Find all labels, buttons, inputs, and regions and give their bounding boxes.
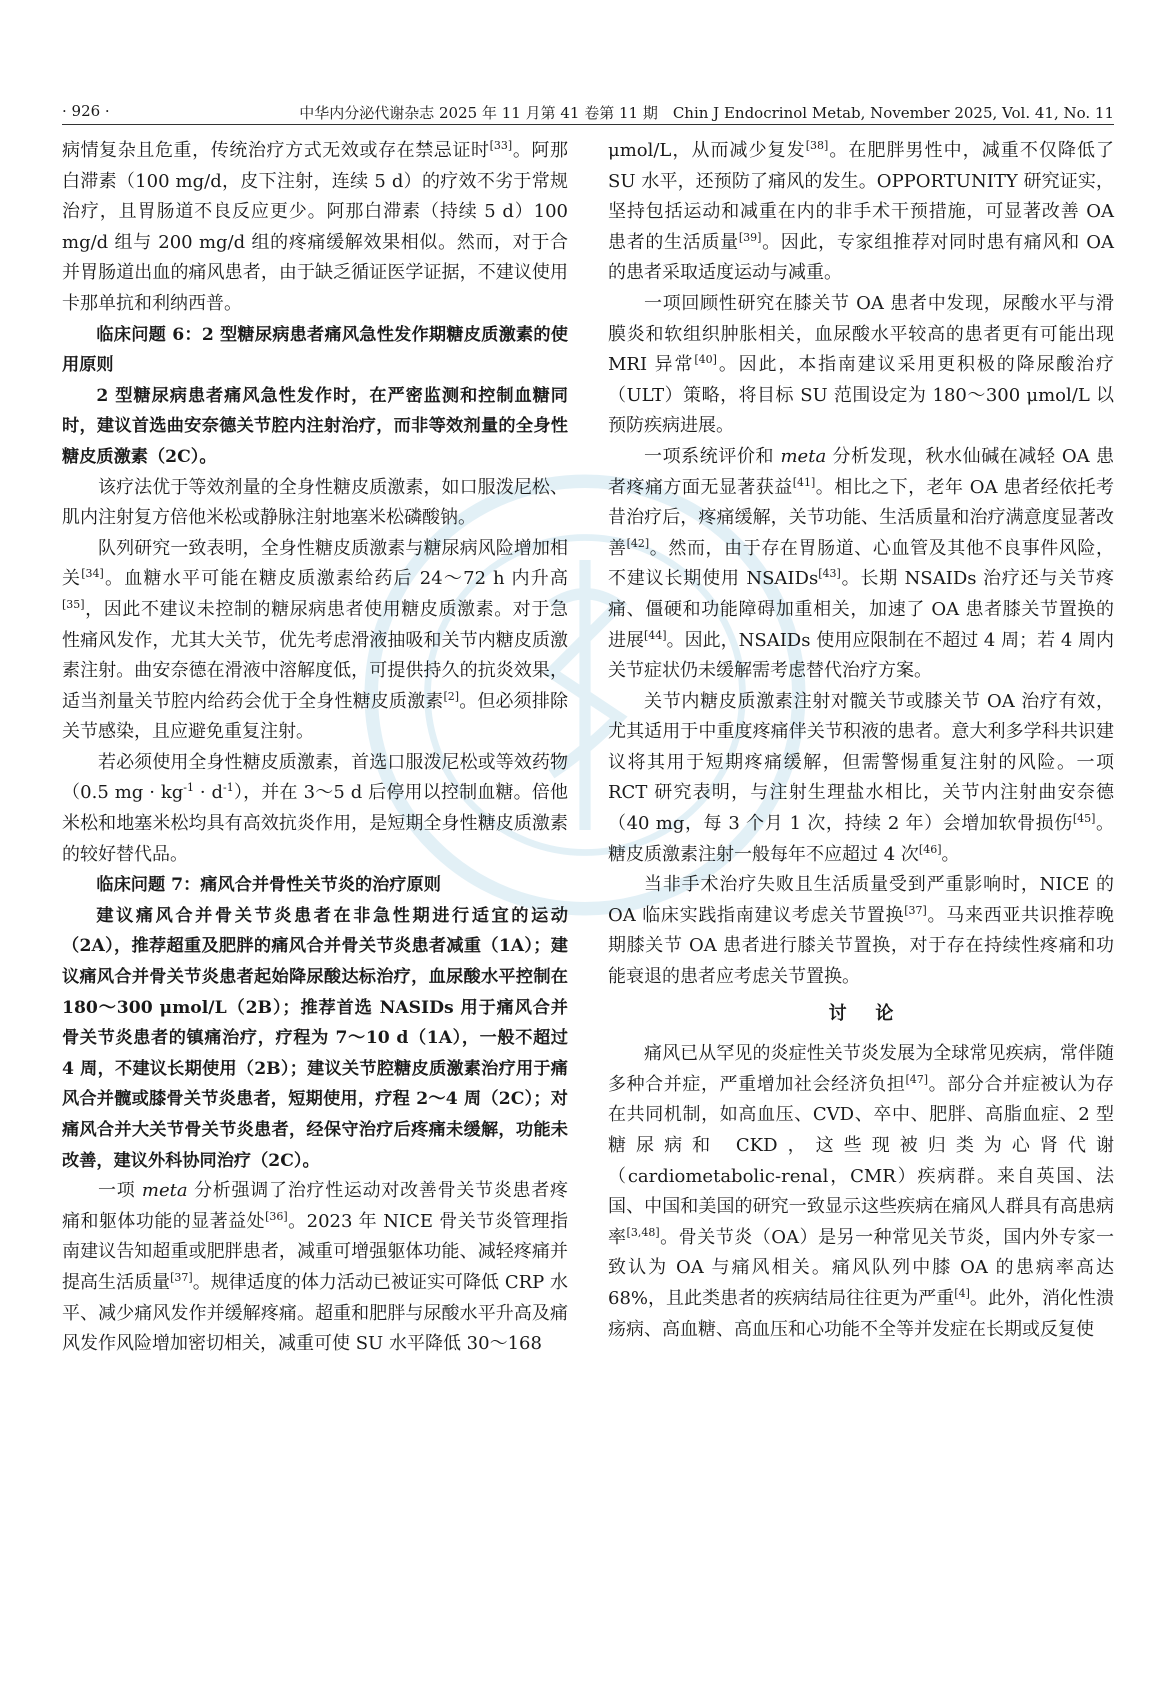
paragraph: 当非手术治疗失败且生活质量受到严重影响时，NICE 的 OA 临床实践指南建议考虑关节置换[37]。马来西亚共识推荐晚期膝关节 OA 患者进行膝关节置换，对于存在持续性疼痛和功能衰退的患者应考虑关节置换。 <box>608 874 1114 988</box>
section-title: 讨论 <box>828 1002 923 1024</box>
paragraph: 关节内糖皮质激素注射对髋关节或膝关节 OA 治疗有效，尤其适用于中重度疼痛伴关节积液的患者。意大利多学科共识建议将其用于短期疼痛缓解，但需警惕重复注射的风险。一项 RCT 研究表明，与注射生理盐水相比，关节内注射曲安奈德（40 mg，每 3 个月 1 次，持续 2 年）会增加软骨损伤[45]。糖皮质激素注射一般每年不应超过 4 次[46]。 <box>608 690 1114 865</box>
journal-info: 中华内分泌代谢杂志 2025 年 11 月第 41 卷第 11 期 Chin J Endocrinol Metab, November 2025, Vol. 41, No. 11 <box>299 104 1114 122</box>
paragraph: 一项 meta 分析强调了治疗性运动对改善骨关节炎患者疼痛和躯体功能的显著益处[36]。2023 年 NICE 骨关节炎管理指南建议告知超重或肥胖患者，减重可增强躯体功能、减轻疼痛并提高生活质量[37]。规律适度的体力活动已被证实可降低 CRP 水平、减少痛风发作并缓解疼痛。超重和肥胖与尿酸水平升高及痛风发作风险增加密切相关，减重可使 SU 水平降低 30～168 <box>62 1180 569 1355</box>
page-header <box>62 100 1114 125</box>
paragraph: 一项回顾性研究在膝关节 OA 患者中发现，尿酸水平与滑膜炎和软组织肿胀相关，血尿酸水平较高的患者更有可能出现 MRI 异常[40]。因此，本指南建议采用更积极的降尿酸治疗（ULT）策略，将目标 SU 范围设定为 180～300 μmol/L 以预防疾病进展。 <box>608 292 1114 437</box>
clinical-question-6: 临床问题 6：2 型糖尿病患者痛风急性发作期糖皮质激素的使用原则 <box>62 324 568 376</box>
left-column <box>62 136 568 1360</box>
right-column <box>608 136 1114 1345</box>
paragraph: 一项系统评价和 meta 分析发现，秋水仙碱在减轻 OA 患者疼痛方面无显著获益[41]。相比之下，老年 OA 患者经依托考昔治疗后，疼痛缓解，关节功能、生活质量和治疗满意度显著改善[42]。然而，由于存在胃肠道、心血管及其他不良事件风险，不建议长期使用 NSAIDs[43]。长期 NSAIDs 治疗还与关节疼痛、僵硬和功能障碍加重相关，加速了 OA 患者膝关节置换的进展[44]。因此，NSAIDs 使用应限制在不超过 4 周；若 4 周内关节症状仍未缓解需考虑替代治疗方案。 <box>608 445 1115 682</box>
paragraph: μmol/L，从而减少复发[38]。在肥胖男性中，减重不仅降低了 SU 水平，还预防了痛风的发生。OPPORTUNITY 研究证实，坚持包括运动和减重在内的非手术干预措施，可显著改善 OA 患者的生活质量[39]。因此，专家组推荐对同时患有痛风和 OA 的患者采取适度运动与减重。 <box>608 139 1114 284</box>
paragraph: 病情复杂且危重，传统治疗方式无效或存在禁忌证时[33]。阿那白滞素（100 mg/d，皮下注射，连续 5 d）的疗效不劣于常规治疗，且胃肠道不良反应更少。阿那白滞素（持续 5 d）100 mg/d 组与 200 mg/d 组的疼痛缓解效果相似。然而，对于合并胃肠道出血的痛风患者，由于缺乏循证医学证据，不建议使用卡那单抗和利纳西普。 <box>62 139 569 314</box>
recommendation-7: 建议痛风合并骨关节炎患者在非急性期进行适宜的运动（2A），推荐超重及肥胖的痛风合并骨关节炎患者减重（1A）；建议痛风合并骨关节炎患者起始降尿酸达标治疗，血尿酸水平控制在 180～300 μmol/L（2B）；推荐首选 NASIDs 用于痛风合并骨关节炎患者的镇痛治疗，疗程为 7～10 d（1A），一般不超过 4 周，不建议长期使用（2B）；建议关节腔糖皮质激素治疗用于痛风合并髋或膝骨关节炎患者，短期使用，疗程 2～4 周（2C）；对痛风合并大关节骨关节炎患者，经保守治疗后疼痛未缓解，功能未改善，建议外科协同治疗（2C）。 <box>62 905 568 1171</box>
paragraph: 痛风已从罕见的炎症性关节炎发展为全球常见疾病，常伴随多种合并症，严重增加社会经济负担[47]。部分合并症被认为存在共同机制，如高血压、CVD、卒中、肥胖、高脂血症、2 型糖尿病和 CKD，这些现被归类为心肾代谢（cardiometabolic-renal，CMR）疾病群。来自英国、法国、中国和美国的研究一致显示这些疾病在痛风人群具有高患病率[3,48]。骨关节炎（OA）是另一种常见关节炎，国内外专家一致认为 OA 与痛风相关。痛风队列中膝 OA 的患病率高达 68%，且此类患者的疾病结局往往更为严重[4]。此外，消化性溃疡病、高血糖、高血压和心功能不全等并发症在长期或反复使 <box>608 1043 1115 1340</box>
page-number: · 926 · <box>62 102 110 120</box>
paragraph: 若必须使用全身性糖皮质激素，首选口服泼尼松或等效药物（0.5 mg · $kg^{-1} \cdot d^{-1}$），并在 3～5 d 后停用以控制血糖。倍他米松和地塞米松均具有高效抗炎作用，是短期全身性糖皮质激素的较好替代品。 <box>62 751 568 865</box>
paragraph: 队列研究一致表明，全身性糖皮质激素与糖尿病风险增加相关[34]。血糖水平可能在糖皮质激素给药后 24～72 h 内升高[35]，因此不建议未控制的糖尿病患者使用糖皮质激素。对于急性痛风发作，尤其大关节，优先考虑滑液抽吸和关节内糖皮质激素注射。曲安奈德在滑液中溶解度低，可提供持久的抗炎效果，适当剂量关节腔内给药会优于全身性糖皮质激素[2]。但必须排除关节感染，且应避免重复注射。 <box>62 537 569 743</box>
paragraph: 该疗法优于等效剂量的全身性糖皮质激素，如口服泼尼松、肌内注射复方倍他米松或静脉注射地塞米松磷酸钠。 <box>62 476 568 529</box>
recommendation-6: 2 型糖尿病患者痛风急性发作时，在严密监测和控制血糖同时，建议首选曲安奈德关节腔内注射治疗，而非等效剂量的全身性糖皮质激素（2C）。 <box>62 385 568 467</box>
clinical-question-7: 临床问题 7：痛风合并骨性关节炎的治疗原则 <box>96 875 441 896</box>
